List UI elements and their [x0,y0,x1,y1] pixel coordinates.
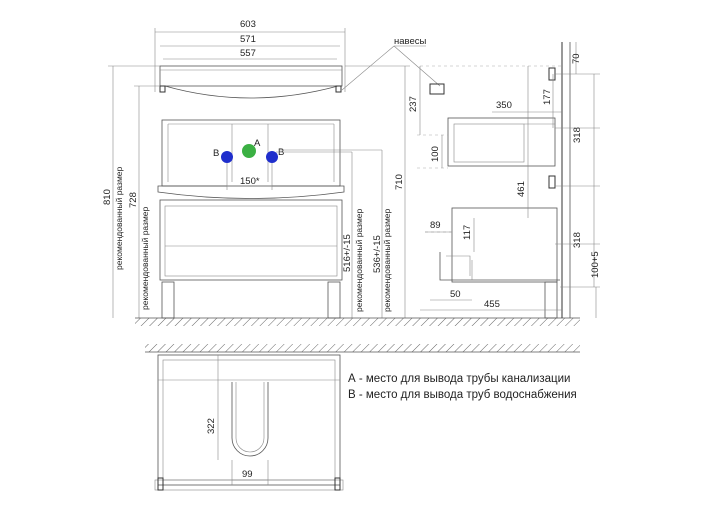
dim-455: 455 [484,299,500,310]
dim-117: 117 [462,224,473,240]
dim-571: 571 [240,34,256,45]
water-pipe-right-marker [266,151,278,163]
plan-view [145,344,580,490]
dim-237: 237 [408,96,419,112]
label-a: A [254,138,261,149]
dim-100: 100 [430,146,441,162]
floor-plan [145,344,580,352]
dim-322: 322 [206,418,217,434]
dim-810: 810 [102,189,113,205]
dim-710: 710 [394,174,405,190]
dim-89: 89 [430,220,441,231]
dim-99: 99 [242,469,253,480]
dim-70: 70 [571,53,582,64]
legend [348,373,577,401]
rec-size-label-1: рекомендованный размер [114,166,124,270]
label-b-left: B [213,148,220,159]
dim-516: 516+/-15 [342,234,353,272]
floor-front-side [135,318,580,326]
dim-150: 150* [240,176,260,187]
legend-a: А - место для вывода трубы канализации [348,373,571,385]
front-view [102,19,440,318]
rec-size-label-3: рекомендованный размер [354,208,364,312]
hinges-label: навесы [394,36,427,47]
dim-557: 557 [240,48,256,59]
dim-318-bottom: 318 [572,232,583,248]
dim-177: 177 [542,89,553,105]
dim-461: 461 [516,181,527,197]
dim-100-5: 100+5 [590,251,601,278]
dim-350: 350 [496,100,512,111]
dim-50: 50 [450,289,461,300]
dim-318-top: 318 [572,127,583,143]
dim-536: 536+/-15 [372,235,383,273]
rec-size-label-4: рекомендованный размер [382,208,392,312]
dim-728: 728 [128,192,139,208]
label-b-right: B [278,147,285,158]
legend-b: В - место для вывода труб водоснабжения [348,389,577,401]
dim-603: 603 [240,19,256,30]
water-pipe-left-marker [221,151,233,163]
rec-size-label-2: рекомендованный размер [140,206,150,310]
